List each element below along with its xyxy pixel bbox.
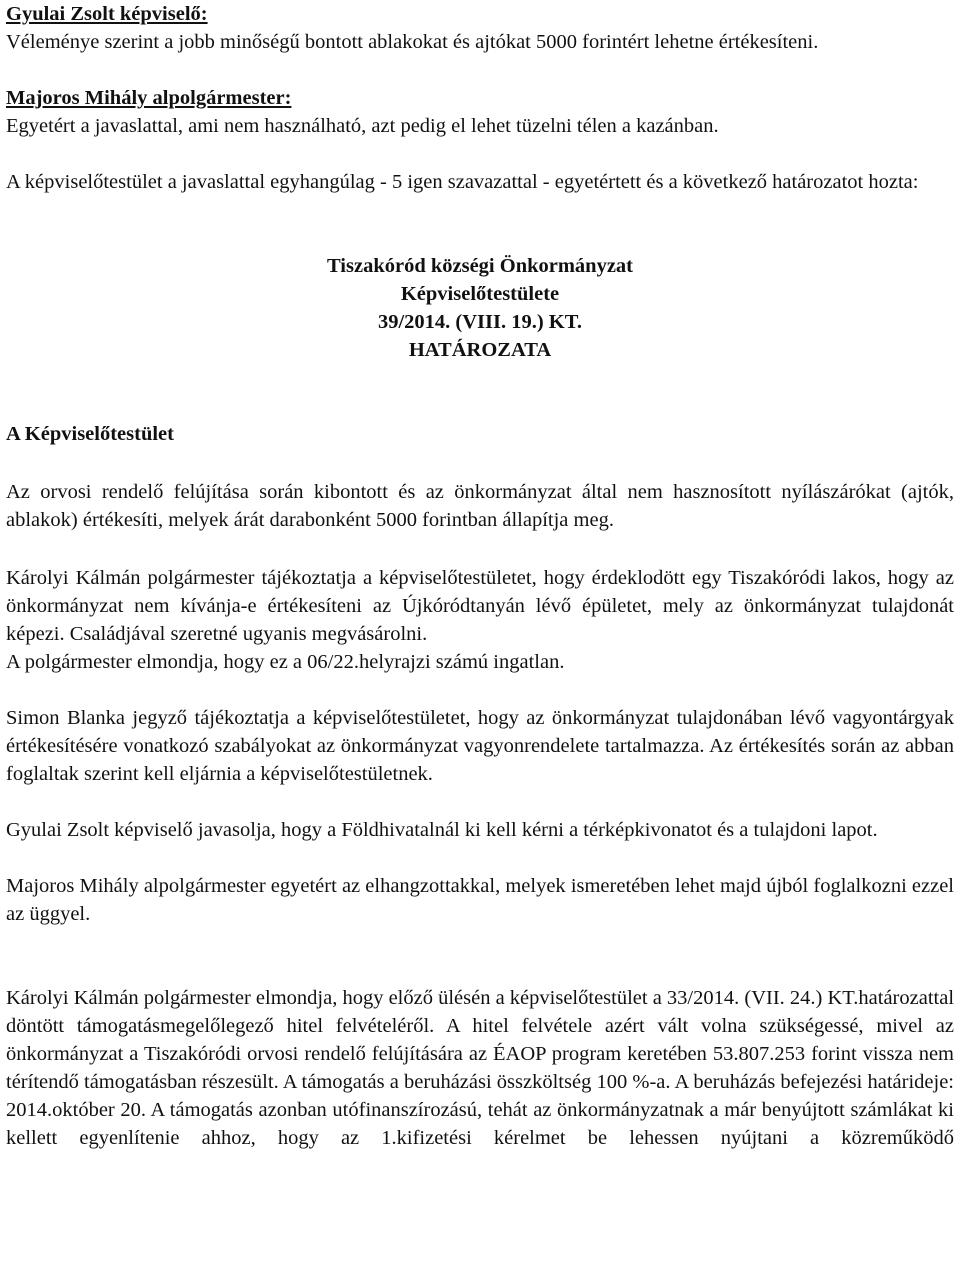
speaker-heading: Majoros Mihály alpolgármester: — [6, 87, 292, 109]
paragraph: Károlyi Kálmán polgármester tájékoztatja a képviselőtestületet, hogy érdeklodött egy Tiszakóródi lakos, hogy az önkormányzat nem kívánja-e értékesíteni az Újkóródtanyán lévő épületet, mely az önkormányzat tulajdonát képezi. Családjával szeretné ugyanis megvásárolni. — [6, 567, 954, 645]
resolution-body-name: Képviselőtestülete — [400, 283, 560, 305]
vote-text: A képviselőtestület a javaslattal egyhangúlag - 5 igen szavazattal - egyetértett és a következő határozatot hozta: — [6, 171, 919, 193]
paragraph: Majoros Mihály alpolgármester egyetért az elhangzottakkal, melyek ismeretében lehet majd újból foglalkozni ezzel az üggyel. — [6, 875, 954, 925]
paragraph: A polgármester elmondja, hogy ez a 06/22.helyrajzi számú ingatlan. — [6, 651, 565, 673]
paragraph: Gyulai Zsolt képviselő javasolja, hogy a Földhivatalnál ki kell kérni a térképkivonatot és a tulajdoni lapot. — [6, 819, 878, 841]
resolution-subject: A Képviselőtestület — [6, 423, 174, 445]
resolution-text: Az orvosi rendelő felújítása során kibontott és az önkormányzat által nem hasznosított nyílászárókat (ajtók, ablakok) értékesíti, melyek árát darabonként 5000 forintban állapítja meg. — [6, 481, 954, 531]
resolution-issuer: Tiszakóród községi Önkormányzat — [327, 255, 633, 277]
statement-text: Véleménye szerint a jobb minőségű bontott ablakokat és ajtókat 5000 forintért lehetne értékesíteni. — [6, 31, 819, 53]
resolution-heading — [6, 252, 954, 364]
speaker-heading: Gyulai Zsolt képviselő: — [6, 3, 208, 25]
resolution-title: HATÁROZATA — [408, 339, 552, 361]
resolution-number: 39/2014. (VIII. 19.) KT. — [377, 311, 583, 333]
paragraph: Károlyi Kálmán polgármester elmondja, hogy előző ülésén a képviselőtestület a 33/2014. (VII. 24.) KT.határozattal döntött támogatásmegelőlegező hitel felvételéről. A hitel felvétele azért vált volna szükségessé, mivel az önkormányzat a Tiszakóródi orvosi rendelő felújítására az ÉAOP program keretében 53.807.253 forint vissza nem térítendő támogatásban részesült. A támogatás a beruházási összköltség 100 %-a. A beruházás befejezési határideje: 2014.október 20. A támogatás azonban utófinanszírozású, tehát az önkormányzatnak a már benyújtott számlákat ki kellett egyenlítenie ahhoz, hogy az 1.kifizetési kérelmet be lehessen nyújtani a közreműködő — [6, 987, 955, 1149]
paragraph: Simon Blanka jegyző tájékoztatja a képviselőtestületet, hogy az önkormányzat tulajdonában lévő vagyontárgyak értékesítésére vonatkozó szabályokat az önkormányzat vagyonrendelete tartalmazza. Az értékesítés során az abban foglaltak szerint kell eljárnia a képviselőtestületnek. — [6, 707, 954, 785]
statement-text: Egyetért a javaslattal, ami nem használható, azt pedig el lehet tüzelni télen a kazánban. — [6, 115, 719, 137]
